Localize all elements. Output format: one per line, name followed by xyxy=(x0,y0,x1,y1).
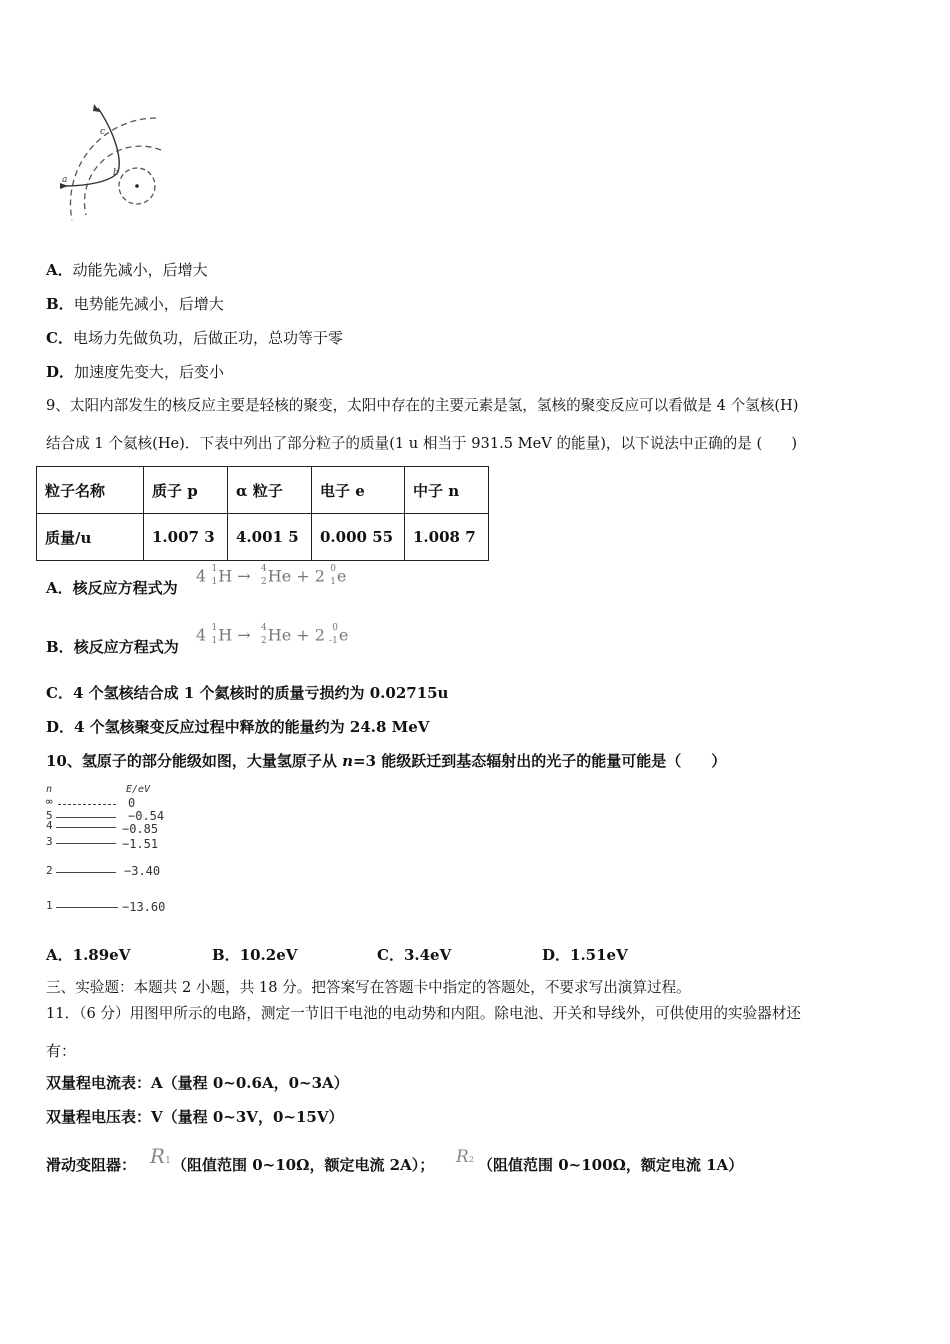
energy-level-diagram xyxy=(46,784,186,919)
q11-stem-line1: 11．（6 分）用图甲所示的电路，测定一节旧干电池的电动势和内阻。除电池、开关和导线外，可供使用的实验器材还 xyxy=(46,1005,801,1022)
q9-option-a-equation: 4 1 1 H → 4 2 He + 2 0 1 e xyxy=(196,564,347,587)
q9-stem-line2: 结合成 1 个氦核(He)．下表中列出了部分粒子的质量(1 u 相当于 931.5 MeV 的能量)，以下说法中正确的是 ( ) xyxy=(46,435,798,452)
level-energy: −0.54 xyxy=(128,809,165,823)
point-b-label: b xyxy=(113,168,119,178)
point-a-label: a xyxy=(62,175,68,185)
level-energy: −0.85 xyxy=(122,822,159,836)
r2-spec: （阻值范围 0~100Ω，额定电流 1A） xyxy=(478,1156,744,1174)
r1-symbol: R1 xyxy=(150,1144,171,1168)
field-trajectory-figure xyxy=(56,100,166,230)
r1-spec: （阻值范围 0~10Ω，额定电流 2A）； xyxy=(172,1156,435,1174)
q9-option-c: C．4 个氢核结合成 1 个氦核时的质量亏损约为 0.02715u xyxy=(46,684,449,702)
level-n: 1 xyxy=(46,899,53,912)
q10-option-a: A．1.89eV xyxy=(46,946,131,964)
q9-stem-line1: 9、太阳内部发生的核反应主要是轻核的聚变，太阳中存在的主要元素是氢，氢核的聚变反应可以看做是 4 个氢核(H) xyxy=(46,397,799,414)
q10-stem: 10、氢原子的部分能级如图，大量氢原子从 n=3 能级跃迁到基态辐射出的光子的能量可能是（ ） xyxy=(46,752,727,770)
level-line-4 xyxy=(56,827,116,828)
mass-table xyxy=(36,466,489,561)
table-cell: 质量/u xyxy=(37,514,144,561)
level-n: 4 xyxy=(46,819,53,832)
level-line-1 xyxy=(56,907,118,908)
q8-option-a: A．动能先减小，后增大 xyxy=(46,261,208,279)
level-energy: −13.60 xyxy=(122,900,166,914)
level-line-5 xyxy=(56,817,116,818)
table-cell: 粒子名称 xyxy=(37,467,144,514)
section-3-heading: 三、实验题：本题共 2 小题，共 18 分。把答案写在答题卡中指定的答题处，不要求写出演算过程。 xyxy=(46,979,691,996)
level-energy: −3.40 xyxy=(124,864,161,878)
q11-rheostat-line: 滑动变阻器： xyxy=(46,1156,137,1174)
table-cell: 4.001 5 xyxy=(228,514,312,561)
q10-option-d: D．1.51eV xyxy=(542,946,628,964)
r2-symbol: R2 xyxy=(456,1147,474,1167)
level-e-header: E/eV xyxy=(126,784,151,795)
level-n-header: n xyxy=(46,784,53,795)
table-cell: 1.008 7 xyxy=(405,514,489,561)
level-n: 5 xyxy=(46,809,53,822)
table-cell: 质子 p xyxy=(144,467,228,514)
table-cell: 1.007 3 xyxy=(144,514,228,561)
q9-option-a: A．核反应方程式为 xyxy=(46,579,178,597)
q11-voltmeter: 双量程电压表：V（量程 0~3V，0~15V） xyxy=(46,1108,344,1126)
table-cell: 电子 e xyxy=(312,467,405,514)
table-cell: α 粒子 xyxy=(228,467,312,514)
q8-option-d: D．加速度先变大，后变小 xyxy=(46,363,225,381)
level-energy: −1.51 xyxy=(122,837,159,851)
mass-table-value-row xyxy=(37,514,489,561)
mass-table-header-row xyxy=(37,467,489,514)
q9-option-d: D．4 个氢核聚变反应过程中释放的能量约为 24.8 MeV xyxy=(46,718,430,736)
level-line-3 xyxy=(56,843,116,844)
point-c-label: c xyxy=(100,127,106,137)
level-n: ∞ xyxy=(46,795,53,808)
q8-option-b: B．电势能先减小，后增大 xyxy=(46,295,224,313)
q10-option-b: B．10.2eV xyxy=(212,946,298,964)
q11-stem-line2: 有： xyxy=(46,1042,77,1060)
table-cell: 中子 n xyxy=(405,467,489,514)
level-n: 2 xyxy=(46,864,53,877)
level-line-inf xyxy=(58,804,116,805)
level-energy: 0 xyxy=(128,796,136,810)
q11-ammeter: 双量程电流表：A（量程 0~0.6A，0~3A） xyxy=(46,1074,349,1092)
level-line-2 xyxy=(56,872,116,873)
level-n: 3 xyxy=(46,835,53,848)
q9-option-b: B．核反应方程式为 xyxy=(46,638,179,656)
table-cell: 0.000 55 xyxy=(312,514,405,561)
q10-option-c: C．3.4eV xyxy=(377,946,452,964)
q8-option-c: C．电场力先做负功，后做正功，总功等于零 xyxy=(46,329,343,347)
q9-option-b-equation: 4 1 1 H → 4 2 He + 2 0 -1 e xyxy=(196,623,349,646)
